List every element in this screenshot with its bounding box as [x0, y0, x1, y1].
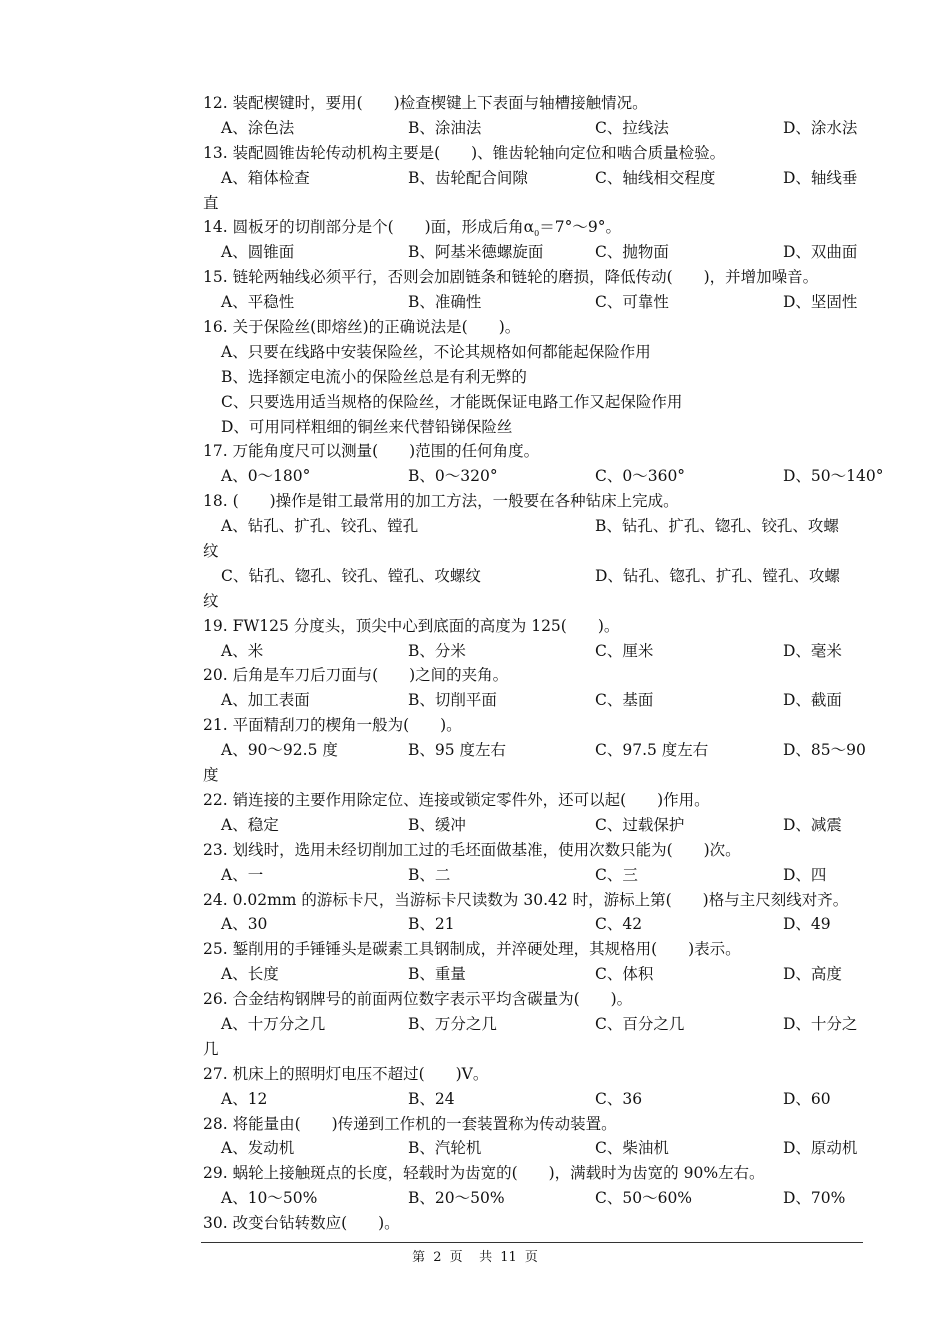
option-b: B、汽轮机: [408, 1139, 482, 1158]
option-b: B、阿基米德螺旋面: [408, 243, 544, 262]
option-c: C、可靠性: [595, 293, 669, 312]
question-text: 24. 0.02mm 的游标卡尺，当游标卡尺读数为 30.42 时，游标上第( )格与主尺刻线对齐。: [203, 890, 849, 909]
option-d: D、原动机: [783, 1139, 858, 1158]
question-stem: [203, 91, 863, 116]
option-d: D、截面: [783, 691, 842, 710]
question-text: 21. 平面精刮刀的楔角一般为( )。: [203, 716, 462, 735]
option-a: A、加工表面: [221, 691, 310, 710]
options-row: [203, 1186, 863, 1211]
question-text: 25. 錾削用的手锤锤头是碳素工具钢制成，并淬硬处理，其规格用( )表示。: [203, 940, 741, 959]
option-a: A、箱体检查: [221, 168, 310, 187]
question-text: 18. ( )操作是钳工最常用的加工方法，一般要在各种钻床上完成。: [203, 492, 679, 511]
question-stem: [203, 1161, 863, 1186]
option-d: D、双曲面: [783, 243, 858, 262]
option-b: B、二: [408, 865, 451, 884]
option-d: D、十分之: [783, 1014, 858, 1033]
option-c: C、50～60%: [595, 1189, 693, 1208]
options-row: [203, 688, 863, 713]
option-item: B、钻孔、扩孔、锪孔、铰孔、攻螺: [595, 517, 839, 536]
question-text: 27. 机床上的照明灯电压不超过( )V。: [203, 1064, 489, 1083]
option-item: D、钻孔、锪孔、扩孔、镗孔、攻螺: [595, 566, 840, 585]
question-stem: [203, 1112, 863, 1137]
question-stem: [203, 713, 863, 738]
question-stem: [203, 614, 863, 639]
option-b: B、24: [408, 1089, 455, 1108]
options-row: [203, 116, 863, 141]
page-footer: [0, 1246, 950, 1265]
option-c: C、轴线相交程度: [595, 168, 716, 187]
footer-divider: [201, 1242, 863, 1243]
question-text: 26. 合金结构钢牌号的前面两位数字表示平均含碳量为( )。: [203, 990, 633, 1009]
option-b: B、95 度左右: [408, 741, 507, 760]
options-row: [203, 912, 863, 937]
question-stem: [203, 141, 863, 166]
option-wrap-text: 直: [203, 193, 219, 212]
question-text: 15. 链轮两轴线必须平行，否则会加剧链条和链轮的磨损，降低传动( )，并增加噪音。: [203, 268, 819, 287]
question-text: 29. 蜗轮上接触斑点的长度，轻载时为齿宽的( )，满载时为齿宽的 90%左右。: [203, 1164, 765, 1183]
option-b: B、0～320°: [408, 467, 498, 486]
question-stem: [203, 265, 863, 290]
option-a: A、平稳性: [221, 293, 295, 312]
option-b: B、20～50%: [408, 1189, 505, 1208]
question-stem: [203, 937, 863, 962]
footer-page-label: 第: [412, 1250, 426, 1265]
question-list: [203, 91, 884, 1236]
option-d: D、坚固性: [783, 293, 858, 312]
option-a: A、0～180°: [221, 467, 311, 486]
options-row: [203, 863, 863, 888]
option-c: C、42: [595, 915, 643, 934]
option-b: B、重量: [408, 965, 466, 984]
option-c: C、36: [595, 1089, 643, 1108]
option-a: A、米: [221, 641, 264, 660]
option-b: B、切削平面: [408, 691, 497, 710]
footer-page-unit: 页: [449, 1250, 463, 1265]
option-d: D、高度: [783, 965, 842, 984]
options-row: [203, 813, 863, 838]
question-stem: [203, 838, 863, 863]
option-d: D、涂水法: [783, 118, 858, 137]
footer-page-number: 2: [433, 1250, 442, 1265]
option-c: C、拉线法: [595, 118, 669, 137]
options-row: [203, 564, 863, 589]
option-c: C、体积: [595, 965, 654, 984]
option-b: B、分米: [408, 641, 466, 660]
question-text: 28. 将能量由( )传递到工作机的一套装置称为传动装置。: [203, 1114, 617, 1133]
question-stem: [203, 987, 863, 1012]
options-row: [203, 514, 863, 539]
question-stem: [203, 439, 863, 464]
option-a: A、发动机: [221, 1139, 295, 1158]
question-text: 13. 装配圆锥齿轮传动机构主要是( )、锥齿轮轴向定位和啮合质量检验。: [203, 143, 726, 162]
option-b: B、涂油法: [408, 118, 482, 137]
option-d: D、四: [783, 865, 827, 884]
option-c: C、抛物面: [595, 243, 669, 262]
question-text: 12. 装配楔键时，要用( )检查楔键上下表面与轴槽接触情况。: [203, 94, 648, 112]
option-a: A、90～92.5 度: [221, 741, 338, 760]
option-b: B、选择额定电流小的保险丝总是有利无弊的: [221, 367, 527, 386]
options-row: [203, 1012, 863, 1037]
options-row: [203, 962, 863, 987]
option-c: C、三: [595, 865, 638, 884]
option-c: C、柴油机: [595, 1139, 669, 1158]
question-stem: [203, 315, 863, 340]
question-text: 23. 划线时，选用未经切削加工过的毛坯面做基准，使用次数只能为( )次。: [203, 840, 741, 859]
options-row: [203, 1087, 863, 1112]
options-row: [203, 589, 863, 614]
options-row: [203, 738, 866, 763]
question-text: 14. 圆板牙的切削部分是个( )面，形成后角α: [203, 218, 535, 237]
option-c: C、基面: [595, 691, 654, 710]
option-c: C、厘米: [595, 641, 654, 660]
option-wrap-text: 纹: [203, 542, 219, 561]
option-d: D、50～140°: [783, 467, 884, 486]
question-stem: [203, 489, 863, 514]
option-a: A、30: [221, 915, 268, 934]
option-c: C、百分之几: [595, 1014, 685, 1033]
question-text: 20. 后角是车刀后刀面与( )之间的夹角。: [203, 666, 509, 685]
option-d: D、49: [783, 915, 831, 934]
options-row: [203, 539, 863, 564]
question-stem: [203, 1211, 863, 1236]
question-text: 16. 关于保险丝(即熔丝)的正确说法是( )。: [203, 318, 521, 337]
option-item: A、钻孔、扩孔、铰孔、镗孔: [221, 517, 419, 536]
option-d: D、60: [783, 1089, 831, 1108]
option-c: C、只要选用适当规格的保险丝，才能既保证电路工作又起保险作用: [221, 392, 683, 411]
question-text: 17. 万能角度尺可以测量( )范围的任何角度。: [203, 442, 540, 461]
question-stem: [203, 788, 863, 813]
question-stem: [203, 888, 863, 913]
options-row: [203, 639, 863, 664]
option-a: A、一: [221, 865, 264, 884]
question-text: 22. 销连接的主要作用除定位、连接或锁定零件外，还可以起( )作用。: [203, 790, 710, 809]
option-a: A、长度: [221, 965, 279, 984]
options-row: [203, 240, 863, 265]
option-wrap-text: 几: [203, 1039, 219, 1058]
option-a: A、只要在线路中安装保险丝，不论其规格如何都能起保险作用: [221, 342, 651, 361]
option-d: D、可用同样粗细的铜丝来代替铅锑保险丝: [221, 417, 513, 436]
option-c: C、过载保护: [595, 815, 685, 834]
question-text: 30. 改变台钻转数应( )。: [203, 1214, 400, 1233]
footer-total-unit: 页: [524, 1250, 538, 1265]
question-stem: [203, 215, 863, 240]
option-a: A、12: [221, 1089, 268, 1108]
option-a: A、十万分之几: [221, 1014, 326, 1033]
option-a: A、10～50%: [221, 1189, 318, 1208]
option-b: B、万分之几: [408, 1014, 497, 1033]
option-d: D、毫米: [783, 641, 842, 660]
option-c: C、97.5 度左右: [595, 741, 709, 760]
footer-total-label: 共: [479, 1250, 493, 1265]
option-b: B、准确性: [408, 293, 482, 312]
options-row: [203, 290, 863, 315]
question-stem: [203, 1062, 863, 1087]
option-d: D、轴线垂: [783, 168, 858, 187]
options-row: [203, 464, 884, 489]
option-a: A、圆锥面: [221, 243, 295, 262]
option-wrap-text: 度: [203, 766, 219, 785]
option-d: D、70%: [783, 1189, 846, 1208]
option-c: C、0～360°: [595, 467, 686, 486]
question-text-tail: ＝7°～9°。: [539, 218, 621, 237]
option-d: D、85～90: [783, 741, 866, 760]
option-wrap-text: 纹: [203, 591, 219, 610]
option-b: B、齿轮配合间隙: [408, 168, 528, 187]
question-text: 19. FW125 分度头，顶尖中心到底面的高度为 125( )。: [203, 616, 620, 635]
option-d: D、减震: [783, 815, 842, 834]
options-row: [203, 166, 863, 191]
option-a: A、稳定: [221, 815, 279, 834]
option-b: B、21: [408, 915, 455, 934]
footer-total-number: 11: [500, 1250, 517, 1265]
option-item: C、钻孔、锪孔、铰孔、镗孔、攻螺纹: [221, 566, 481, 585]
options-row: [203, 1136, 863, 1161]
subscript: 0: [534, 229, 540, 239]
option-a: A、涂色法: [221, 118, 295, 137]
option-b: B、缓冲: [408, 815, 466, 834]
question-stem: [203, 663, 863, 688]
